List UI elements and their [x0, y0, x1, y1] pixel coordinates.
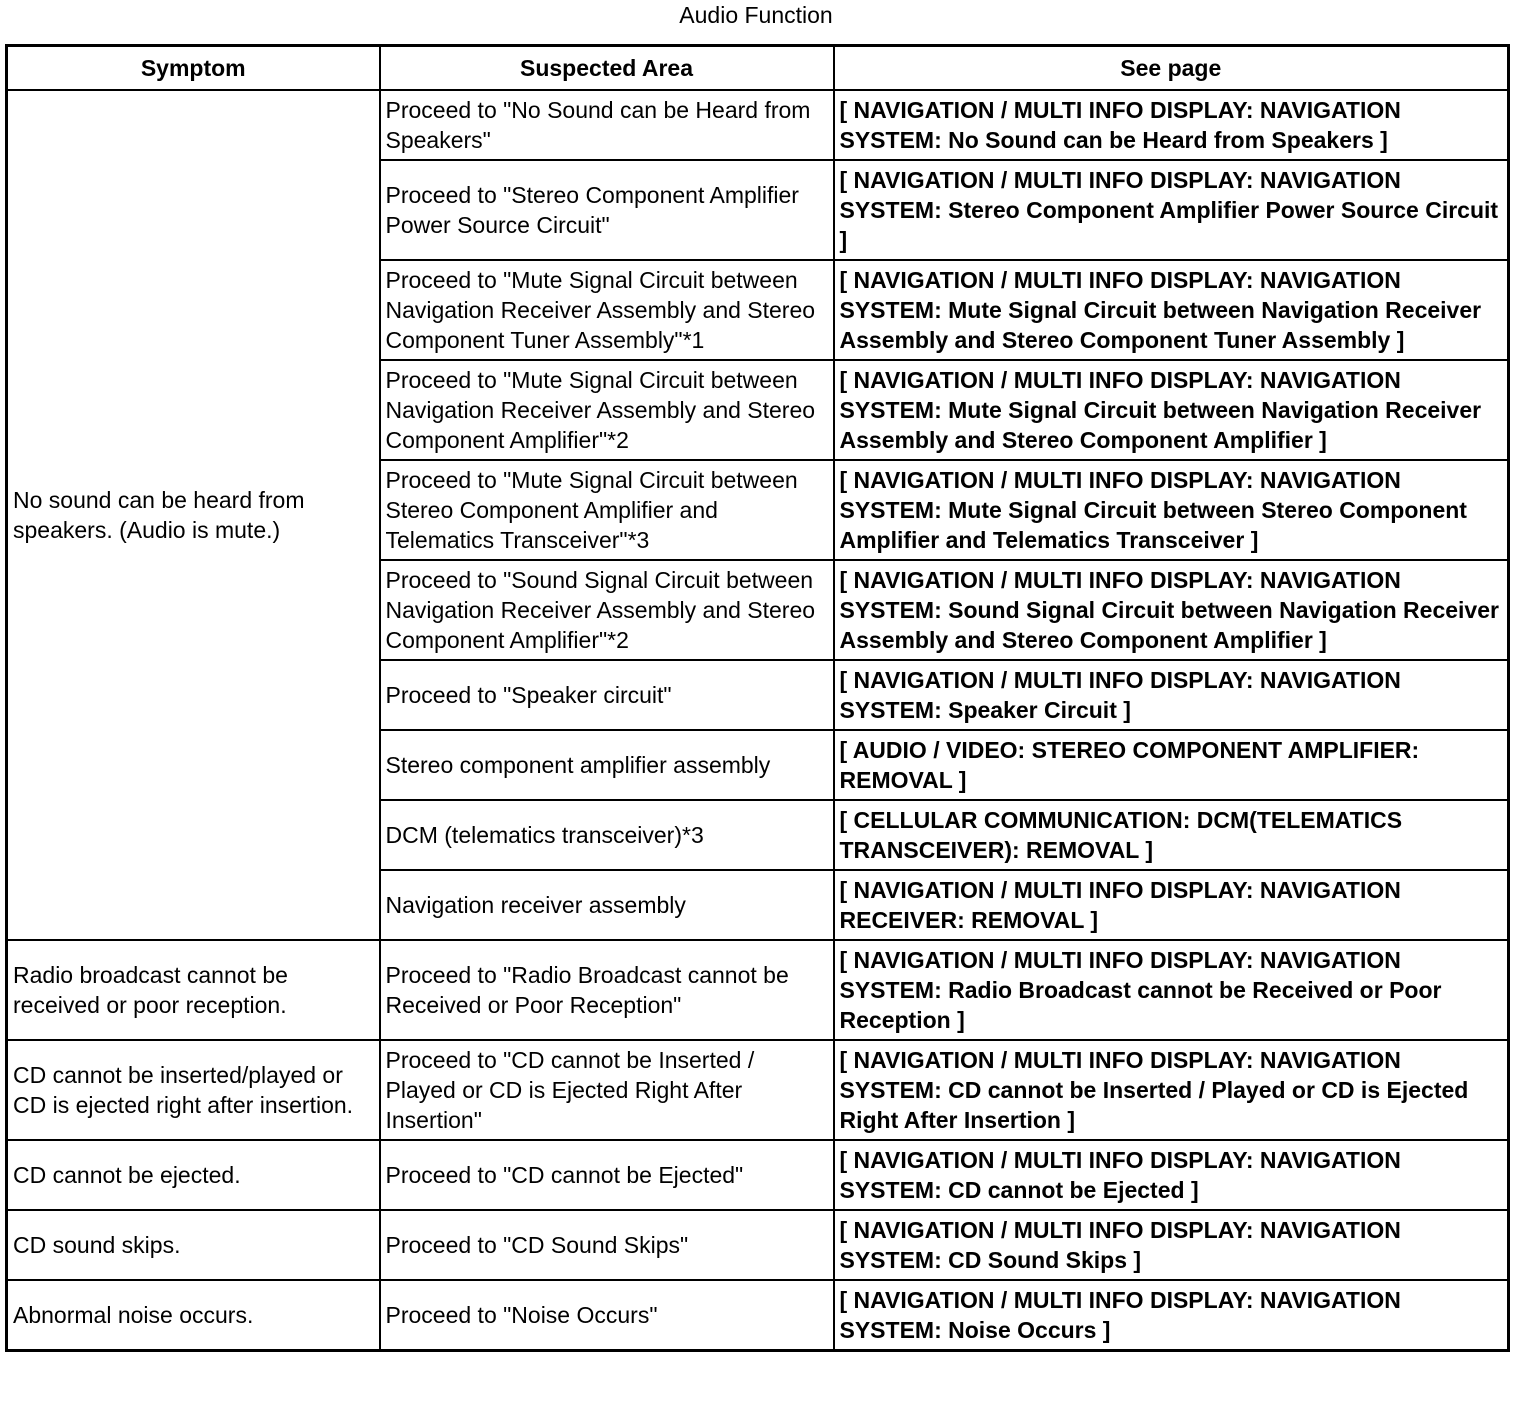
table-row [7, 1040, 1509, 1140]
audio-function-table [5, 44, 1510, 1352]
see-page-link[interactable]: [ AUDIO / VIDEO: STEREO COMPONENT AMPLIFIER: REMOVAL ] [834, 730, 1509, 800]
table-row [7, 1280, 1509, 1351]
suspected-area-cell: Proceed to "Mute Signal Circuit between Navigation Receiver Assembly and Stereo Component Tuner Assembly"*1 [380, 260, 834, 360]
suspected-area-cell: Proceed to "CD cannot be Ejected" [380, 1140, 834, 1210]
see-page-link[interactable]: [ NAVIGATION / MULTI INFO DISPLAY: NAVIGATION SYSTEM: Mute Signal Circuit between Navigation Receiver Assembly and Stereo Component Amplifier ] [834, 360, 1509, 460]
suspected-area-cell: Proceed to "CD cannot be Inserted / Played or CD is Ejected Right After Insertion" [380, 1040, 834, 1140]
symptom-cell: Abnormal noise occurs. [7, 1280, 380, 1351]
header-see-page: See page [834, 46, 1509, 90]
see-page-link[interactable]: [ NAVIGATION / MULTI INFO DISPLAY: NAVIGATION RECEIVER: REMOVAL ] [834, 870, 1509, 940]
suspected-area-cell: Stereo component amplifier assembly [380, 730, 834, 800]
table-body [7, 90, 1509, 1351]
table-row [7, 1140, 1509, 1210]
suspected-area-cell: Proceed to "CD Sound Skips" [380, 1210, 834, 1280]
see-page-link[interactable]: [ CELLULAR COMMUNICATION: DCM(TELEMATICS TRANSCEIVER): REMOVAL ] [834, 800, 1509, 870]
table-row [7, 1210, 1509, 1280]
symptom-cell: No sound can be heard from speakers. (Audio is mute.) [7, 90, 380, 940]
table-row [7, 90, 1509, 160]
suspected-area-cell: Proceed to "Speaker circuit" [380, 660, 834, 730]
table-row [7, 940, 1509, 1040]
suspected-area-cell: Proceed to "Noise Occurs" [380, 1280, 834, 1351]
symptom-cell: Radio broadcast cannot be received or poor reception. [7, 940, 380, 1040]
suspected-area-cell: Proceed to "Stereo Component Amplifier Power Source Circuit" [380, 160, 834, 260]
suspected-area-cell: Proceed to "Mute Signal Circuit between Stereo Component Amplifier and Telematics Transceiver"*3 [380, 460, 834, 560]
page-title: Audio Function [679, 2, 833, 28]
see-page-link[interactable]: [ NAVIGATION / MULTI INFO DISPLAY: NAVIGATION SYSTEM: Stereo Component Amplifier Power Source Circuit ] [834, 160, 1509, 260]
suspected-area-cell: Proceed to "Sound Signal Circuit between Navigation Receiver Assembly and Stereo Component Amplifier"*2 [380, 560, 834, 660]
see-page-link[interactable]: [ NAVIGATION / MULTI INFO DISPLAY: NAVIGATION SYSTEM: Mute Signal Circuit between Navigation Receiver Assembly and Stereo Component Tuner Assembly ] [834, 260, 1509, 360]
suspected-area-cell: Navigation receiver assembly [380, 870, 834, 940]
table-header-row [7, 46, 1509, 90]
see-page-link[interactable]: [ NAVIGATION / MULTI INFO DISPLAY: NAVIGATION SYSTEM: Noise Occurs ] [834, 1280, 1509, 1351]
see-page-link[interactable]: [ NAVIGATION / MULTI INFO DISPLAY: NAVIGATION SYSTEM: CD Sound Skips ] [834, 1210, 1509, 1280]
suspected-area-cell: Proceed to "Radio Broadcast cannot be Received or Poor Reception" [380, 940, 834, 1040]
suspected-area-cell: DCM (telematics transceiver)*3 [380, 800, 834, 870]
see-page-link[interactable]: [ NAVIGATION / MULTI INFO DISPLAY: NAVIGATION SYSTEM: Speaker Circuit ] [834, 660, 1509, 730]
symptom-cell: CD cannot be ejected. [7, 1140, 380, 1210]
see-page-link[interactable]: [ NAVIGATION / MULTI INFO DISPLAY: NAVIGATION SYSTEM: No Sound can be Heard from Speakers ] [834, 90, 1509, 160]
header-suspected-area: Suspected Area [380, 46, 834, 90]
suspected-area-cell: Proceed to "No Sound can be Heard from Speakers" [380, 90, 834, 160]
see-page-link[interactable]: [ NAVIGATION / MULTI INFO DISPLAY: NAVIGATION SYSTEM: Mute Signal Circuit between Stereo Component Amplifier and Telematics Transceiver ] [834, 460, 1509, 560]
header-symptom: Symptom [7, 46, 380, 90]
see-page-link[interactable]: [ NAVIGATION / MULTI INFO DISPLAY: NAVIGATION SYSTEM: CD cannot be Inserted / Played or CD is Ejected Right After Insertion ] [834, 1040, 1509, 1140]
see-page-link[interactable]: [ NAVIGATION / MULTI INFO DISPLAY: NAVIGATION SYSTEM: Sound Signal Circuit between Navigation Receiver Assembly and Stereo Component Amplifier ] [834, 560, 1509, 660]
see-page-link[interactable]: [ NAVIGATION / MULTI INFO DISPLAY: NAVIGATION SYSTEM: Radio Broadcast cannot be Received or Poor Reception ] [834, 940, 1509, 1040]
see-page-link[interactable]: [ NAVIGATION / MULTI INFO DISPLAY: NAVIGATION SYSTEM: CD cannot be Ejected ] [834, 1140, 1509, 1210]
symptom-cell: CD cannot be inserted/played or CD is ejected right after insertion. [7, 1040, 380, 1140]
symptom-cell: CD sound skips. [7, 1210, 380, 1280]
suspected-area-cell: Proceed to "Mute Signal Circuit between Navigation Receiver Assembly and Stereo Component Amplifier"*2 [380, 360, 834, 460]
